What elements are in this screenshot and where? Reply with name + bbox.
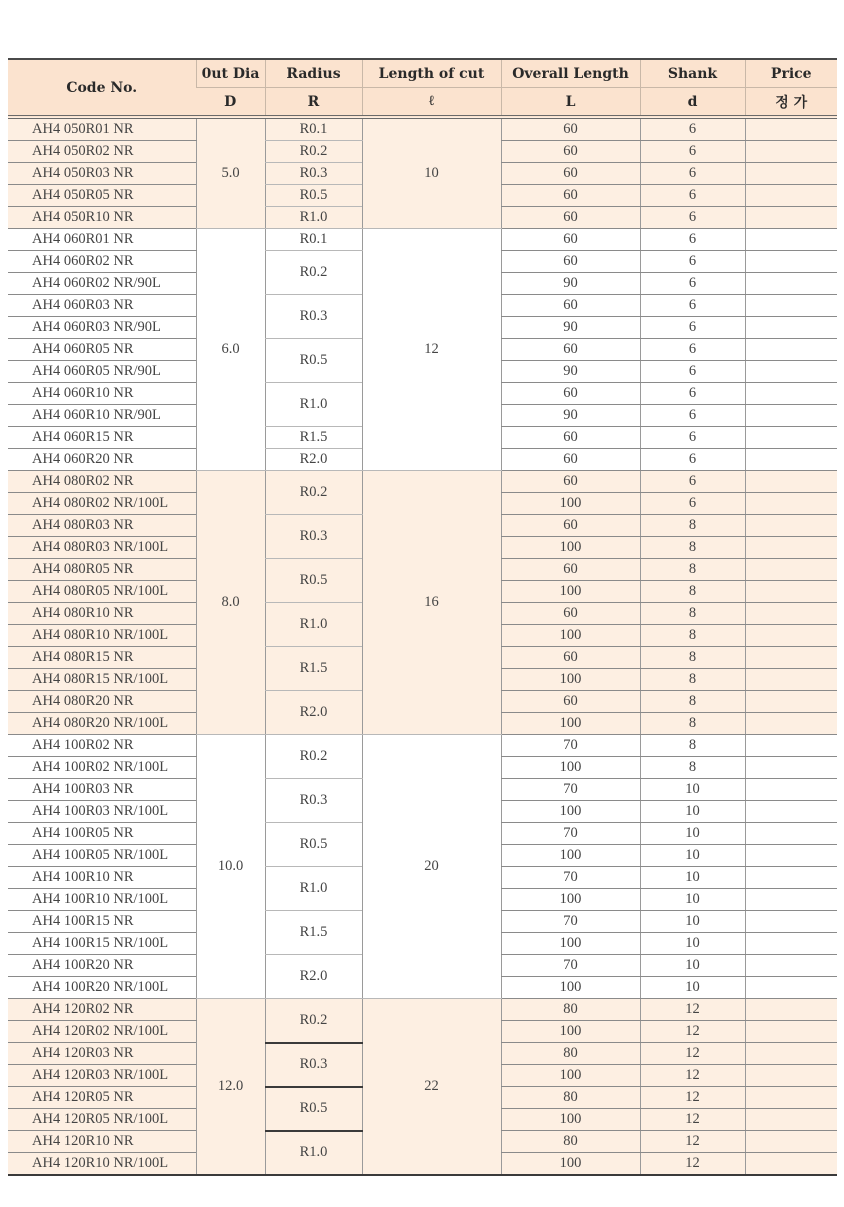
price-cell <box>745 207 837 229</box>
shank-cell: 6 <box>640 229 745 251</box>
table-row <box>8 471 837 493</box>
overall-length-cell: 60 <box>501 141 640 163</box>
code-no-cell: AH4 080R03 NR/100L <box>8 537 196 559</box>
header-radius-symbol: R <box>265 88 362 118</box>
diameter-group <box>8 229 837 471</box>
code-no-cell: AH4 080R20 NR/100L <box>8 713 196 735</box>
length-of-cut-cell: 20 <box>362 735 501 999</box>
shank-cell: 6 <box>640 339 745 361</box>
overall-length-cell: 100 <box>501 801 640 823</box>
code-no-cell: AH4 100R10 NR/100L <box>8 889 196 911</box>
price-cell <box>745 889 837 911</box>
overall-length-cell: 70 <box>501 823 640 845</box>
diameter-group <box>8 117 837 229</box>
radius-cell: R0.2 <box>265 251 362 295</box>
shank-cell: 10 <box>640 933 745 955</box>
price-cell <box>745 911 837 933</box>
length-of-cut-cell: 10 <box>362 117 501 229</box>
overall-length-cell: 70 <box>501 735 640 757</box>
shank-cell: 6 <box>640 317 745 339</box>
code-no-cell: AH4 080R05 NR/100L <box>8 581 196 603</box>
shank-cell: 8 <box>640 581 745 603</box>
code-no-cell: AH4 120R03 NR <box>8 1043 196 1065</box>
code-no-cell: AH4 060R02 NR/90L <box>8 273 196 295</box>
shank-cell: 8 <box>640 691 745 713</box>
out-dia-cell: 8.0 <box>196 471 265 735</box>
shank-cell: 6 <box>640 163 745 185</box>
shank-cell: 12 <box>640 1021 745 1043</box>
header-overall-length: Overall Length <box>501 59 640 88</box>
shank-cell: 8 <box>640 647 745 669</box>
price-cell <box>745 801 837 823</box>
code-no-cell: AH4 100R20 NR <box>8 955 196 977</box>
shank-cell: 6 <box>640 493 745 515</box>
code-no-cell: AH4 120R10 NR/100L <box>8 1153 196 1176</box>
overall-length-cell: 100 <box>501 669 640 691</box>
radius-cell: R0.3 <box>265 1043 362 1087</box>
overall-length-cell: 70 <box>501 955 640 977</box>
shank-cell: 10 <box>640 823 745 845</box>
shank-cell: 6 <box>640 471 745 493</box>
overall-length-cell: 60 <box>501 449 640 471</box>
overall-length-cell: 100 <box>501 713 640 735</box>
overall-length-cell: 100 <box>501 845 640 867</box>
code-no-cell: AH4 060R05 NR <box>8 339 196 361</box>
price-cell <box>745 669 837 691</box>
price-cell <box>745 1043 837 1065</box>
code-no-cell: AH4 080R20 NR <box>8 691 196 713</box>
code-no-cell: AH4 060R01 NR <box>8 229 196 251</box>
code-no-cell: AH4 080R10 NR <box>8 603 196 625</box>
price-cell <box>745 185 837 207</box>
overall-length-cell: 60 <box>501 383 640 405</box>
code-no-cell: AH4 060R05 NR/90L <box>8 361 196 383</box>
shank-cell: 6 <box>640 141 745 163</box>
price-cell <box>745 339 837 361</box>
price-cell <box>745 955 837 977</box>
code-no-cell: AH4 060R02 NR <box>8 251 196 273</box>
code-no-cell: AH4 060R03 NR <box>8 295 196 317</box>
overall-length-cell: 100 <box>501 1021 640 1043</box>
overall-length-cell: 100 <box>501 757 640 779</box>
overall-length-cell: 80 <box>501 1087 640 1109</box>
code-no-cell: AH4 080R03 NR <box>8 515 196 537</box>
shank-cell: 6 <box>640 117 745 141</box>
radius-cell: R1.0 <box>265 383 362 427</box>
price-cell <box>745 229 837 251</box>
shank-cell: 12 <box>640 999 745 1021</box>
header-out-dia: 0ut Dia <box>196 59 265 88</box>
code-no-cell: AH4 080R10 NR/100L <box>8 625 196 647</box>
overall-length-cell: 100 <box>501 493 640 515</box>
overall-length-cell: 60 <box>501 559 640 581</box>
shank-cell: 10 <box>640 955 745 977</box>
header-shank: Shank <box>640 59 745 88</box>
price-cell <box>745 1131 837 1153</box>
price-cell <box>745 647 837 669</box>
price-cell <box>745 779 837 801</box>
overall-length-cell: 60 <box>501 185 640 207</box>
shank-cell: 6 <box>640 427 745 449</box>
overall-length-cell: 90 <box>501 273 640 295</box>
overall-length-cell: 100 <box>501 537 640 559</box>
shank-cell: 10 <box>640 911 745 933</box>
shank-cell: 8 <box>640 625 745 647</box>
radius-cell: R2.0 <box>265 691 362 735</box>
overall-length-cell: 60 <box>501 295 640 317</box>
code-no-cell: AH4 060R20 NR <box>8 449 196 471</box>
code-no-cell: AH4 080R02 NR/100L <box>8 493 196 515</box>
shank-cell: 6 <box>640 449 745 471</box>
shank-cell: 6 <box>640 361 745 383</box>
radius-cell: R0.3 <box>265 295 362 339</box>
radius-cell: R0.3 <box>265 779 362 823</box>
radius-cell: R0.5 <box>265 559 362 603</box>
radius-cell: R0.2 <box>265 735 362 779</box>
radius-cell: R0.2 <box>265 141 362 163</box>
code-no-cell: AH4 060R10 NR <box>8 383 196 405</box>
price-cell <box>745 383 837 405</box>
header-overall-length-symbol: L <box>501 88 640 118</box>
radius-cell: R0.5 <box>265 823 362 867</box>
length-of-cut-cell: 12 <box>362 229 501 471</box>
length-of-cut-cell: 16 <box>362 471 501 735</box>
shank-cell: 10 <box>640 779 745 801</box>
code-no-cell: AH4 080R02 NR <box>8 471 196 493</box>
code-no-cell: AH4 100R20 NR/100L <box>8 977 196 999</box>
radius-cell: R2.0 <box>265 955 362 999</box>
overall-length-cell: 100 <box>501 889 640 911</box>
code-no-cell: AH4 100R02 NR <box>8 735 196 757</box>
out-dia-cell: 5.0 <box>196 117 265 229</box>
code-no-cell: AH4 100R02 NR/100L <box>8 757 196 779</box>
shank-cell: 12 <box>640 1043 745 1065</box>
out-dia-cell: 12.0 <box>196 999 265 1176</box>
overall-length-cell: 60 <box>501 339 640 361</box>
radius-cell: R0.3 <box>265 163 362 185</box>
overall-length-cell: 60 <box>501 229 640 251</box>
price-cell <box>745 823 837 845</box>
code-no-cell: AH4 120R05 NR/100L <box>8 1109 196 1131</box>
diameter-group <box>8 999 837 1176</box>
overall-length-cell: 70 <box>501 911 640 933</box>
out-dia-cell: 10.0 <box>196 735 265 999</box>
shank-cell: 8 <box>640 669 745 691</box>
price-cell <box>745 1153 837 1176</box>
overall-length-cell: 100 <box>501 1065 640 1087</box>
diameter-group <box>8 735 837 999</box>
shank-cell: 8 <box>640 537 745 559</box>
code-no-cell: AH4 050R03 NR <box>8 163 196 185</box>
shank-cell: 6 <box>640 405 745 427</box>
radius-cell: R0.1 <box>265 229 362 251</box>
product-spec-table-container <box>8 58 837 1176</box>
header-out-dia-symbol: D <box>196 88 265 118</box>
overall-length-cell: 60 <box>501 163 640 185</box>
header-shank-symbol: d <box>640 88 745 118</box>
overall-length-cell: 60 <box>501 117 640 141</box>
overall-length-cell: 60 <box>501 207 640 229</box>
overall-length-cell: 90 <box>501 405 640 427</box>
price-cell <box>745 117 837 141</box>
shank-cell: 6 <box>640 185 745 207</box>
code-no-cell: AH4 100R15 NR <box>8 911 196 933</box>
overall-length-cell: 100 <box>501 625 640 647</box>
price-cell <box>745 427 837 449</box>
shank-cell: 8 <box>640 713 745 735</box>
price-cell <box>745 141 837 163</box>
radius-cell: R0.1 <box>265 117 362 141</box>
price-cell <box>745 867 837 889</box>
shank-cell: 6 <box>640 273 745 295</box>
price-cell <box>745 735 837 757</box>
code-no-cell: AH4 100R05 NR <box>8 823 196 845</box>
code-no-cell: AH4 050R02 NR <box>8 141 196 163</box>
price-cell <box>745 405 837 427</box>
radius-cell: R1.0 <box>265 207 362 229</box>
code-no-cell: AH4 100R10 NR <box>8 867 196 889</box>
radius-cell: R0.5 <box>265 339 362 383</box>
overall-length-cell: 90 <box>501 317 640 339</box>
shank-cell: 8 <box>640 735 745 757</box>
overall-length-cell: 60 <box>501 515 640 537</box>
radius-cell: R0.3 <box>265 515 362 559</box>
radius-cell: R1.5 <box>265 911 362 955</box>
price-cell <box>745 163 837 185</box>
radius-cell: R0.5 <box>265 1087 362 1131</box>
code-no-cell: AH4 120R03 NR/100L <box>8 1065 196 1087</box>
overall-length-cell: 60 <box>501 603 640 625</box>
code-no-cell: AH4 120R10 NR <box>8 1131 196 1153</box>
price-cell <box>745 1065 837 1087</box>
price-cell <box>745 361 837 383</box>
price-cell <box>745 713 837 735</box>
radius-cell: R1.5 <box>265 427 362 449</box>
shank-cell: 8 <box>640 603 745 625</box>
price-cell <box>745 933 837 955</box>
shank-cell: 12 <box>640 1109 745 1131</box>
radius-cell: R1.0 <box>265 1131 362 1176</box>
price-cell <box>745 1021 837 1043</box>
price-cell <box>745 691 837 713</box>
price-cell <box>745 1109 837 1131</box>
overall-length-cell: 80 <box>501 999 640 1021</box>
header-length-of-cut: Length of cut <box>362 59 501 88</box>
radius-cell: R0.5 <box>265 185 362 207</box>
shank-cell: 6 <box>640 295 745 317</box>
radius-cell: R1.5 <box>265 647 362 691</box>
overall-length-cell: 100 <box>501 1109 640 1131</box>
overall-length-cell: 60 <box>501 647 640 669</box>
price-cell <box>745 251 837 273</box>
radius-cell: R2.0 <box>265 449 362 471</box>
table-row <box>8 229 837 251</box>
code-no-cell: AH4 100R03 NR/100L <box>8 801 196 823</box>
out-dia-cell: 6.0 <box>196 229 265 471</box>
header-price-korean: 정 가 <box>745 88 837 118</box>
radius-cell: R0.2 <box>265 471 362 515</box>
price-cell <box>745 845 837 867</box>
radius-cell: R0.2 <box>265 999 362 1043</box>
code-no-cell: AH4 050R01 NR <box>8 117 196 141</box>
table-row <box>8 117 837 141</box>
code-no-cell: AH4 120R02 NR/100L <box>8 1021 196 1043</box>
code-no-cell: AH4 120R05 NR <box>8 1087 196 1109</box>
code-no-cell: AH4 060R10 NR/90L <box>8 405 196 427</box>
overall-length-cell: 90 <box>501 361 640 383</box>
overall-length-cell: 70 <box>501 779 640 801</box>
code-no-cell: AH4 080R15 NR/100L <box>8 669 196 691</box>
table-header <box>8 59 837 117</box>
table-row <box>8 735 837 757</box>
overall-length-cell: 60 <box>501 471 640 493</box>
header-radius: Radius <box>265 59 362 88</box>
overall-length-cell: 100 <box>501 1153 640 1176</box>
price-cell <box>745 537 837 559</box>
price-cell <box>745 295 837 317</box>
radius-cell: R1.0 <box>265 603 362 647</box>
price-cell <box>745 603 837 625</box>
shank-cell: 8 <box>640 757 745 779</box>
price-cell <box>745 273 837 295</box>
table-row <box>8 999 837 1021</box>
length-of-cut-cell: 22 <box>362 999 501 1176</box>
price-cell <box>745 625 837 647</box>
diameter-group <box>8 471 837 735</box>
price-cell <box>745 757 837 779</box>
shank-cell: 10 <box>640 977 745 999</box>
overall-length-cell: 100 <box>501 977 640 999</box>
shank-cell: 6 <box>640 251 745 273</box>
overall-length-cell: 100 <box>501 581 640 603</box>
shank-cell: 10 <box>640 801 745 823</box>
shank-cell: 10 <box>640 867 745 889</box>
price-cell <box>745 1087 837 1109</box>
price-cell <box>745 471 837 493</box>
code-no-cell: AH4 100R05 NR/100L <box>8 845 196 867</box>
code-no-cell: AH4 050R05 NR <box>8 185 196 207</box>
code-no-cell: AH4 060R15 NR <box>8 427 196 449</box>
shank-cell: 10 <box>640 889 745 911</box>
code-no-cell: AH4 050R10 NR <box>8 207 196 229</box>
overall-length-cell: 80 <box>501 1131 640 1153</box>
shank-cell: 12 <box>640 1087 745 1109</box>
code-no-cell: AH4 080R15 NR <box>8 647 196 669</box>
price-cell <box>745 515 837 537</box>
code-no-cell: AH4 060R03 NR/90L <box>8 317 196 339</box>
overall-length-cell: 80 <box>501 1043 640 1065</box>
price-cell <box>745 317 837 339</box>
shank-cell: 12 <box>640 1131 745 1153</box>
code-no-cell: AH4 100R03 NR <box>8 779 196 801</box>
overall-length-cell: 60 <box>501 691 640 713</box>
shank-cell: 6 <box>640 207 745 229</box>
overall-length-cell: 60 <box>501 427 640 449</box>
product-spec-table <box>8 58 837 1176</box>
header-length-of-cut-symbol: ℓ <box>362 88 501 118</box>
header-code-no: Code No. <box>8 59 196 117</box>
radius-cell: R1.0 <box>265 867 362 911</box>
shank-cell: 12 <box>640 1065 745 1087</box>
overall-length-cell: 70 <box>501 867 640 889</box>
shank-cell: 8 <box>640 515 745 537</box>
price-cell <box>745 581 837 603</box>
shank-cell: 10 <box>640 845 745 867</box>
overall-length-cell: 60 <box>501 251 640 273</box>
code-no-cell: AH4 100R15 NR/100L <box>8 933 196 955</box>
price-cell <box>745 559 837 581</box>
code-no-cell: AH4 120R02 NR <box>8 999 196 1021</box>
price-cell <box>745 493 837 515</box>
price-cell <box>745 449 837 471</box>
code-no-cell: AH4 080R05 NR <box>8 559 196 581</box>
overall-length-cell: 100 <box>501 933 640 955</box>
shank-cell: 12 <box>640 1153 745 1176</box>
shank-cell: 8 <box>640 559 745 581</box>
price-cell <box>745 977 837 999</box>
shank-cell: 6 <box>640 383 745 405</box>
header-price: Price <box>745 59 837 88</box>
price-cell <box>745 999 837 1021</box>
